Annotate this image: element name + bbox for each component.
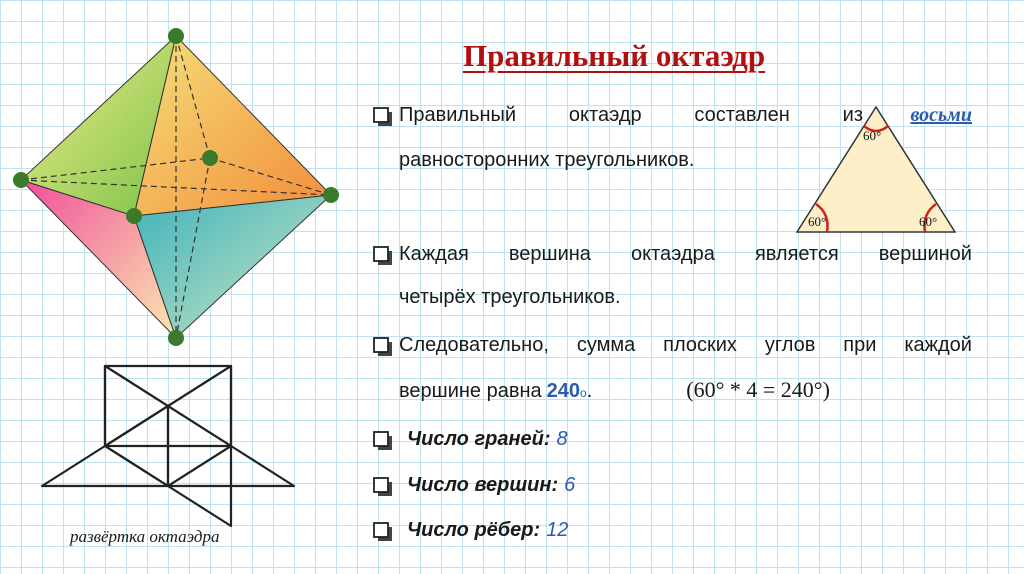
text-word: из — [842, 104, 863, 126]
faces-value: 8 — [556, 428, 568, 450]
bullet-vertices-count — [372, 474, 575, 498]
text-word: каждой — [904, 334, 972, 356]
checkbox-bullet-icon — [372, 521, 394, 543]
vertex-right — [323, 187, 339, 203]
text-word: при — [843, 334, 877, 356]
vertex-front — [126, 208, 142, 224]
text-word: составлен — [694, 104, 790, 126]
angle-sum-value: 240 — [546, 380, 581, 402]
net-triangle — [105, 366, 231, 406]
bullet-text-line: равносторонних треугольников. — [399, 149, 695, 171]
bullet-text-line: четырёх треугольников. — [399, 286, 621, 308]
bullet-octahedron-composition — [372, 104, 972, 172]
net-triangle — [105, 366, 168, 446]
net-triangle — [168, 366, 231, 446]
bullet-faces-count — [372, 428, 568, 452]
sentence-period: . — [586, 380, 593, 402]
angle-formula: (60° * 4 = 240°) — [686, 377, 830, 402]
text-word: вершина — [508, 243, 591, 265]
bullet-vertex-faces — [372, 243, 972, 309]
octahedron-net — [42, 366, 294, 526]
text-word: Следовательно, — [399, 334, 549, 356]
vertices-label: Число вершин: — [407, 474, 559, 496]
eight-link[interactable]: восьми — [910, 104, 972, 126]
bullet-edges-count — [372, 519, 568, 543]
text-word: углов — [764, 334, 816, 356]
vertex-left — [13, 172, 29, 188]
text-word: Каждая — [399, 243, 469, 265]
vertex-top — [168, 28, 184, 44]
page-title: Правильный октаэдр — [463, 38, 766, 73]
text-word: вершиной — [878, 243, 972, 265]
edges-value: 12 — [546, 519, 569, 541]
text-word: является — [754, 243, 839, 265]
net-caption: развёртка октаэдра — [70, 527, 220, 546]
vertex-back — [202, 150, 218, 166]
angle-label-left: 60° — [808, 214, 827, 229]
checkbox-bullet-icon — [372, 476, 394, 498]
text-word: октаэдр — [568, 104, 642, 126]
angle-label-right: 60° — [919, 214, 938, 229]
text-word: октаэдра — [631, 243, 715, 265]
checkbox-bullet-icon — [372, 430, 394, 452]
checkbox-bullet-icon — [372, 106, 394, 128]
degree-mark: о — [580, 386, 587, 400]
octahedron-figure — [13, 28, 339, 346]
checkbox-bullet-icon — [372, 336, 394, 358]
faces-label: Число граней: — [407, 428, 551, 450]
vertex-bottom — [168, 330, 184, 346]
edges-label: Число рёбер: — [407, 519, 541, 541]
text-word: плоских — [663, 334, 737, 356]
vertices-value: 6 — [564, 474, 576, 496]
net-triangle — [42, 446, 168, 486]
checkbox-bullet-icon — [372, 245, 394, 267]
bullet-angle-sum — [372, 334, 972, 403]
angle-label-top: 60° — [863, 128, 882, 143]
bullet-text-line: вершине равна — [399, 380, 542, 402]
text-word: сумма — [576, 334, 636, 356]
text-word: Правильный — [399, 104, 517, 126]
